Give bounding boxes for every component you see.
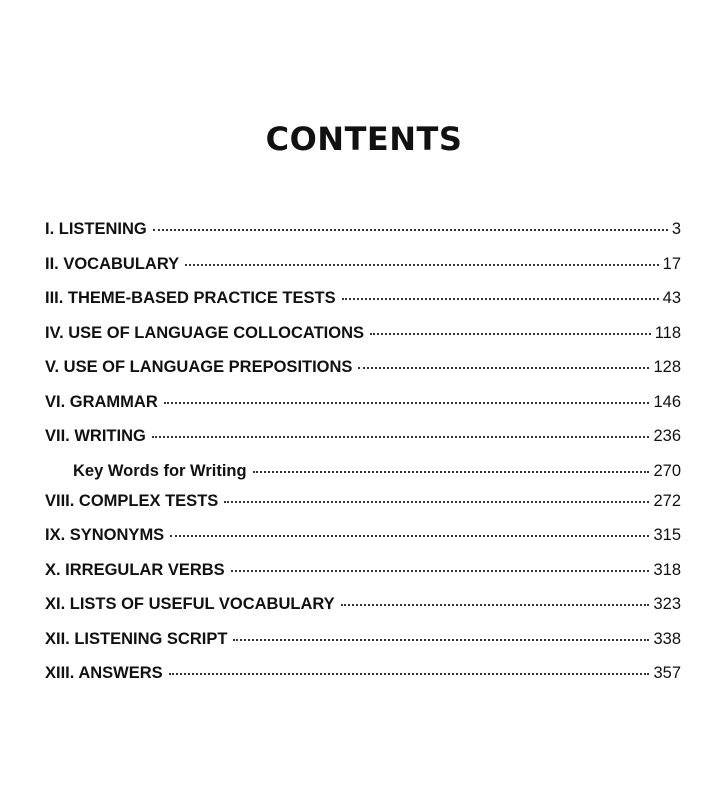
toc-entry-listening-script [45, 630, 681, 665]
toc-entry-label: XI. LISTS OF USEFUL VOCABULARY [45, 595, 335, 613]
toc-entry-page-number: 236 [653, 427, 681, 445]
dot-leader [169, 673, 650, 675]
toc-entry-irregular-verbs [45, 561, 681, 596]
toc-entry-page-number: 17 [662, 254, 681, 273]
dot-leader [370, 333, 651, 335]
toc-entry-label: II. VOCABULARY [45, 254, 180, 273]
toc-entry-page-number: 43 [662, 289, 681, 307]
dot-leader [358, 367, 649, 369]
toc-entry-synonyms [45, 526, 681, 561]
toc-entry-complex-tests [45, 492, 681, 527]
dot-leader [153, 229, 668, 231]
dot-leader [253, 471, 650, 473]
toc-entry-label: XII. LISTENING SCRIPT [45, 629, 228, 648]
toc-entry-label: XIII. ANSWERS [45, 664, 163, 682]
toc-entry-use-of-language-collocations [45, 324, 681, 359]
dot-leader [233, 639, 649, 641]
toc-entry-label: V. USE OF LANGUAGE PREPOSITIONS [45, 358, 353, 376]
toc-entry-lists-of-useful-vocabulary [45, 595, 681, 630]
toc-entry-vocabulary [45, 255, 681, 290]
toc-entry-label: VIII. COMPLEX TESTS [45, 491, 219, 510]
toc-entry-page-number: 3 [671, 220, 681, 238]
toc-entry-writing [45, 427, 681, 462]
toc-entry-label: IX. SYNONYMS [45, 526, 165, 544]
toc-entry-page-number: 338 [653, 629, 681, 648]
toc-entry-page-number: 146 [653, 392, 681, 411]
toc-entry-label: I. LISTENING [45, 220, 147, 238]
toc-entry-theme-based-practice-tests [45, 289, 681, 324]
toc-entry-listening [45, 220, 681, 255]
page-title: CONTENTS [265, 120, 463, 158]
toc-entry-page-number: 318 [653, 560, 681, 579]
toc-entry-page-number: 357 [653, 664, 681, 682]
toc-entry-answers [45, 664, 681, 699]
toc-entry-page-number: 118 [654, 323, 681, 342]
toc-entry-label: III. THEME-BASED PRACTICE TESTS [45, 289, 336, 307]
toc-entry-page-number: 128 [653, 358, 681, 376]
table-of-contents [45, 220, 681, 699]
dot-leader [224, 501, 649, 503]
toc-subentry-key-words-for-writing [45, 462, 681, 492]
toc-entry-label: VII. WRITING [45, 427, 146, 445]
toc-entry-use-of-language-prepositions [45, 358, 681, 393]
dot-leader [341, 604, 650, 606]
dot-leader [152, 436, 650, 438]
toc-entry-page-number: 323 [653, 595, 681, 613]
dot-leader [342, 298, 659, 300]
toc-entry-label: Key Words for Writing [73, 461, 247, 480]
dot-leader [164, 402, 650, 404]
toc-entry-grammar [45, 393, 681, 428]
dot-leader [170, 535, 649, 537]
dot-leader [231, 570, 650, 572]
toc-entry-page-number: 270 [653, 461, 681, 480]
toc-entry-page-number: 272 [653, 491, 681, 510]
toc-entry-page-number: 315 [653, 526, 681, 544]
dot-leader [185, 264, 658, 266]
toc-entry-label: X. IRREGULAR VERBS [45, 560, 225, 579]
toc-entry-label: IV. USE OF LANGUAGE COLLOCATIONS [45, 323, 365, 342]
toc-entry-label: VI. GRAMMAR [45, 392, 158, 411]
